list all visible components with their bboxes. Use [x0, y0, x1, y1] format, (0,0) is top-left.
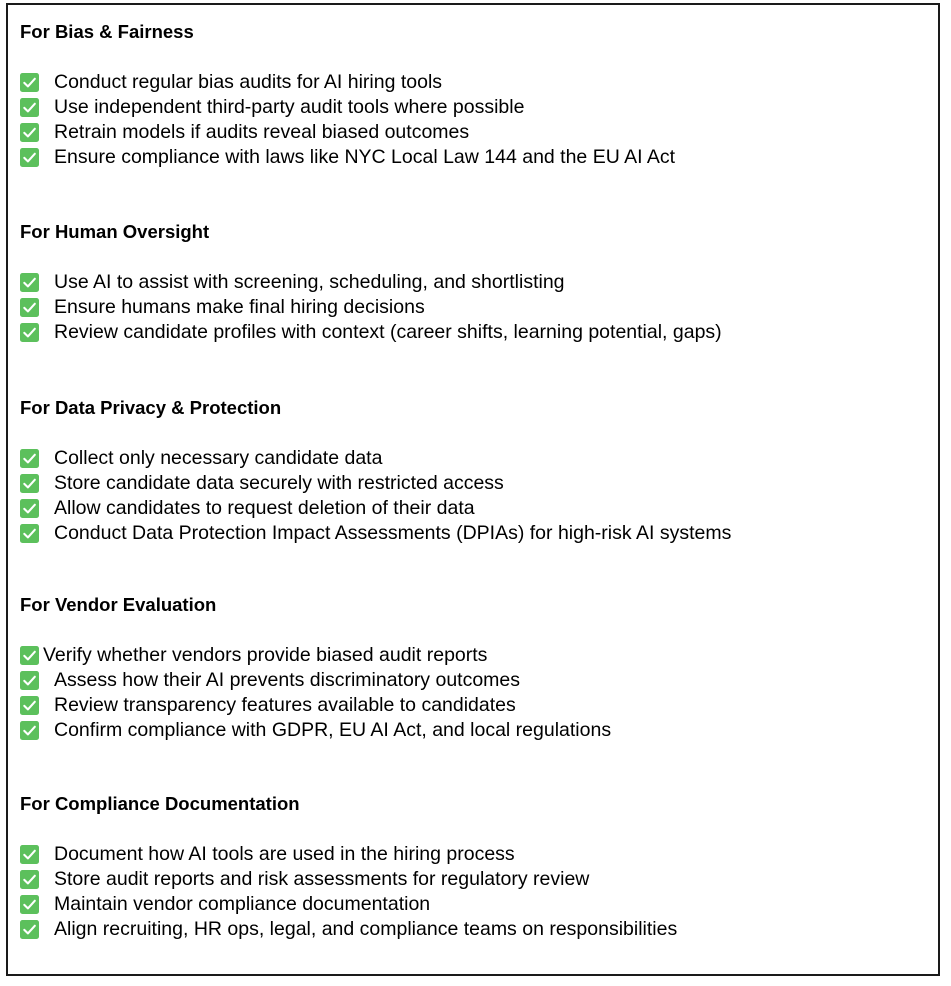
list-item-text: Allow candidates to request deletion of their data [54, 497, 475, 519]
check-mark-icon [20, 323, 39, 342]
check-mark-icon [20, 646, 39, 665]
list-item [20, 295, 930, 320]
section-human-oversight [20, 221, 930, 345]
check-mark-icon [20, 273, 39, 292]
list-item-text: Document how AI tools are used in the hiring process [54, 843, 515, 865]
check-mark-icon [20, 499, 39, 518]
section-title: For Bias & Fairness [20, 21, 194, 42]
list-item [20, 693, 930, 718]
check-mark-icon [20, 148, 39, 167]
list-item [20, 145, 930, 170]
list-item-text: Align recruiting, HR ops, legal, and compliance teams on responsibilities [54, 918, 678, 940]
check-mark-icon [20, 671, 39, 690]
section-vendor-evaluation [20, 594, 930, 743]
list-item [20, 70, 930, 95]
section-title: For Compliance Documentation [20, 793, 300, 814]
check-mark-icon [20, 73, 39, 92]
list-item-text: Use AI to assist with screening, scheduling, and shortlisting [54, 271, 565, 293]
list-item [20, 270, 930, 295]
list-item-text: Ensure compliance with laws like NYC Local Law 144 and the EU AI Act [54, 146, 676, 168]
list-item-text: Assess how their AI prevents discriminatory outcomes [54, 669, 521, 691]
list-item [20, 668, 930, 693]
section-title: For Vendor Evaluation [20, 594, 217, 615]
check-mark-icon [20, 721, 39, 740]
list-item [20, 496, 930, 521]
check-mark-icon [20, 845, 39, 864]
list-item [20, 521, 930, 546]
list-item-text: Ensure humans make final hiring decisions [54, 296, 425, 318]
list-item [20, 842, 930, 867]
list-item-text: Retrain models if audits reveal biased outcomes [54, 121, 470, 143]
list-item-text: Conduct Data Protection Impact Assessments (DPIAs) for high-risk AI systems [54, 522, 732, 544]
section-bias-fairness [20, 21, 930, 170]
checklist [20, 270, 930, 345]
check-mark-icon [20, 524, 39, 543]
section-data-privacy [20, 397, 930, 546]
list-item-text: Conduct regular bias audits for AI hiring tools [54, 71, 443, 93]
check-mark-icon [20, 98, 39, 117]
list-item-text: Review transparency features available to candidates [54, 694, 516, 716]
section-title: For Data Privacy & Protection [20, 397, 282, 418]
list-item [20, 917, 930, 942]
section-title: For Human Oversight [20, 221, 210, 242]
checklist [20, 643, 930, 743]
list-item-text: Review candidate profiles with context (career shifts, learning potential, gaps) [54, 321, 722, 343]
list-item-text: Collect only necessary candidate data [54, 447, 383, 469]
checklist [20, 70, 930, 170]
list-item [20, 95, 930, 120]
check-mark-icon [20, 696, 39, 715]
check-mark-icon [20, 920, 39, 939]
checklist [20, 446, 930, 546]
check-mark-icon [20, 474, 39, 493]
check-mark-icon [20, 123, 39, 142]
checklist-document [6, 3, 940, 976]
list-item-text: Use independent third-party audit tools where possible [54, 96, 525, 118]
list-item [20, 446, 930, 471]
check-mark-icon [20, 298, 39, 317]
check-mark-icon [20, 870, 39, 889]
list-item [20, 892, 930, 917]
check-mark-icon [20, 449, 39, 468]
list-item-text: Maintain vendor compliance documentation [54, 893, 431, 915]
list-item [20, 718, 930, 743]
section-compliance-documentation [20, 793, 930, 942]
list-item [20, 320, 930, 345]
list-item-text: Confirm compliance with GDPR, EU AI Act, and local regulations [54, 719, 612, 741]
list-item [20, 471, 930, 496]
list-item-text: Verify whether vendors provide biased audit reports [43, 644, 488, 666]
check-mark-icon [20, 895, 39, 914]
checklist [20, 842, 930, 942]
list-item [20, 120, 930, 145]
list-item-text: Store audit reports and risk assessments for regulatory review [54, 868, 590, 890]
list-item [20, 867, 930, 892]
list-item [20, 643, 930, 668]
list-item-text: Store candidate data securely with restricted access [54, 472, 504, 494]
